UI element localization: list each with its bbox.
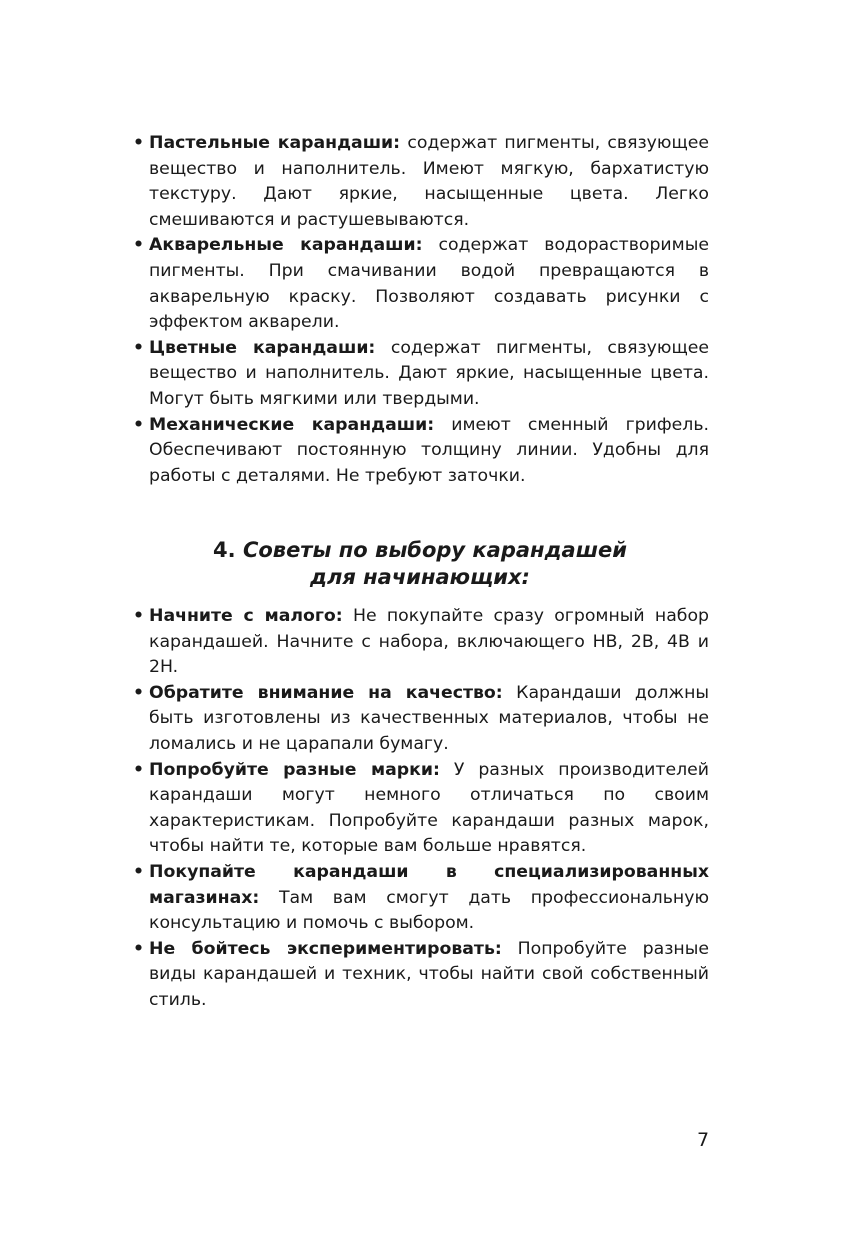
list-item-term: Пастельные карандаши: xyxy=(149,133,401,153)
list-item-text: Там вам смогут дать профессиональную консультацию и помочь с выбором. xyxy=(149,887,709,934)
pencil-types-list xyxy=(131,131,709,489)
section-number: 4. xyxy=(213,538,236,562)
bullet-icon: • xyxy=(133,938,145,959)
list-item xyxy=(131,233,709,335)
list-item-text: содержат водорастворимые пигменты. При смачивании водой превращаются в акварельную краску. Позволяют создавать рисунки с эффектом акварели. xyxy=(149,235,709,333)
bullet-icon: • xyxy=(133,133,145,153)
list-item xyxy=(131,937,709,1014)
bullet-icon: • xyxy=(133,414,145,435)
section-title-line2: для начинающих: xyxy=(310,565,530,589)
list-item-term: Попробуйте разные марки: xyxy=(149,759,440,780)
list-item-term: Механические карандаши: xyxy=(149,414,435,435)
bullet-icon: • xyxy=(133,337,145,358)
bullet-icon: • xyxy=(133,235,145,256)
list-item xyxy=(131,860,709,937)
page-number: 7 xyxy=(697,1129,710,1151)
list-item-text: Не покупайте сразу огромный набор карандашей. Начните с набора, включающего HB, 2B, 4B и 2H. xyxy=(149,606,709,678)
bullet-icon: • xyxy=(133,682,145,703)
list-item-text: имеют сменный грифель. Обеспечивают постоянную толщину линии. Удобны для работы с деталями. Не требуют заточки. xyxy=(149,414,710,486)
list-item-term: Начните с малого: xyxy=(149,606,343,626)
list-item xyxy=(131,413,709,490)
list-item xyxy=(131,604,709,681)
list-item-term: Обратите внимание на качество: xyxy=(149,682,503,703)
bullet-icon: • xyxy=(133,861,145,882)
section-title-line1: Советы по выбору карандашей xyxy=(242,538,627,562)
list-item-text: Карандаши должны быть изготовлены из качественных материалов, чтобы не ломались и не царапали бумагу. xyxy=(149,682,710,754)
list-item-term: Покупайте карандаши в специализированных магазинах: xyxy=(149,861,709,908)
bullet-icon: • xyxy=(133,759,145,780)
list-item xyxy=(131,681,709,758)
list-item xyxy=(131,336,709,413)
list-item-term: Цветные карандаши: xyxy=(149,337,376,358)
list-item-text: У разных производителей карандаши могут немного отличаться по своим характеристикам. Попробуйте карандаши разных марок, чтобы найти те, которые вам больше нравятся. xyxy=(149,759,710,857)
list-item xyxy=(131,131,709,233)
list-item-text: содержат пигменты, связующее вещество и наполнитель. Дают яркие, насыщенные цвета. Могут быть мягкими или твердыми. xyxy=(149,337,709,409)
bullet-icon: • xyxy=(133,606,145,626)
list-item-term: Акварельные карандаши: xyxy=(149,235,423,256)
beginner-tips-list xyxy=(131,604,709,1014)
list-item xyxy=(131,758,709,860)
list-item-text: Попробуйте разные виды карандашей и техник, чтобы найти свой собственный стиль. xyxy=(149,938,709,1010)
list-item-text: содержат пигменты, связующее вещество и наполнитель. Имеют мягкую, бархатистую текстуру. Дают яркие, насыщенные цвета. Легко смешиваются и растушевываются. xyxy=(149,133,709,230)
section-heading xyxy=(131,537,709,591)
list-item-term: Не бойтесь экспериментировать: xyxy=(149,938,502,959)
